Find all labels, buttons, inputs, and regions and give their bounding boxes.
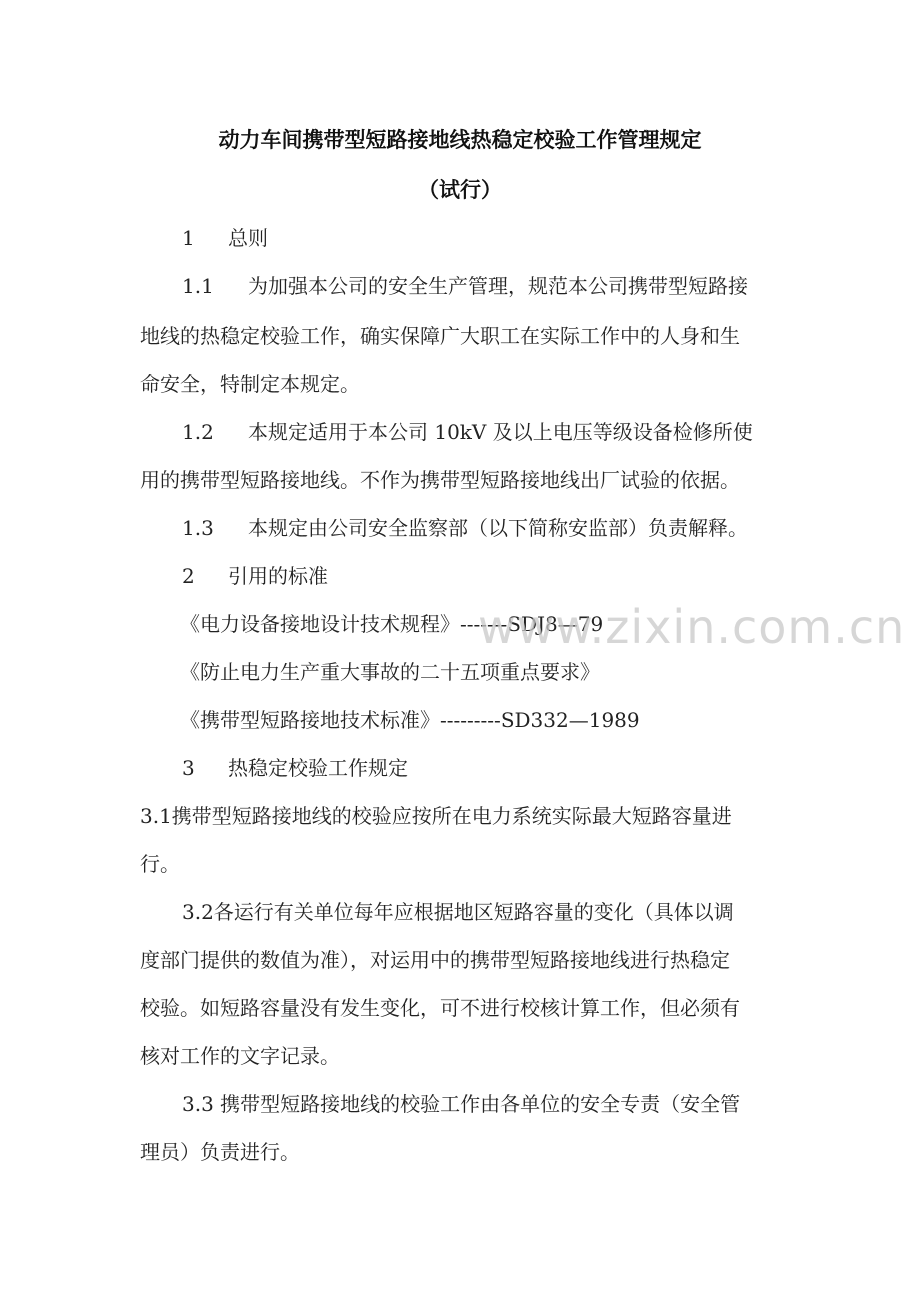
clause-number: 1.1	[182, 274, 214, 298]
clause-1-1-line-1	[182, 270, 748, 299]
clause-3-2-line-2: 度部门提供的数值为准），对运用中的携带型短路接地线进行热稳定	[140, 948, 730, 972]
clause-1-1-line-3: 命安全，特制定本规定。	[140, 372, 360, 396]
clause-3-3-line-1: 3.3 携带型短路接地线的校验工作由各单位的安全专责（安全管	[182, 1092, 741, 1116]
section-3-heading	[182, 752, 408, 781]
reference-item: 《电力设备接地设计技术规程》-------SDJ8—79	[180, 612, 604, 636]
clause-text: 本规定适用于本公司 10kV 及以上电压等级设备检修所使	[248, 420, 753, 444]
clause-3-2-line-1: 3.2各运行有关单位每年应根据地区短路容量的变化（具体以调	[182, 900, 734, 924]
clause-text: 本规定由公司安全监察部（以下简称安监部）负责解释。	[248, 516, 748, 540]
reference-item: 《携带型短路接地技术标准》---------SD332—1989	[180, 708, 640, 732]
clause-1-1-line-2: 地线的热稳定校验工作，确实保障广大职工在实际工作中的人身和生	[140, 324, 740, 348]
document-title: 动力车间携带型短路接地线热稳定校验工作管理规定	[218, 128, 702, 152]
section-number: 1	[182, 226, 195, 250]
clause-number: 1.2	[182, 420, 214, 444]
section-title: 引用的标准	[228, 564, 328, 588]
section-1-heading	[182, 222, 268, 251]
section-number: 3	[182, 756, 195, 780]
document-subtitle: （试行）	[418, 178, 502, 202]
clause-1-2-line-2: 用的携带型短路接地线。不作为携带型短路接地线出厂试验的依据。	[140, 468, 740, 492]
clause-1-2-line-1	[182, 416, 753, 445]
section-number: 2	[182, 564, 195, 588]
clause-3-2-line-3: 校验。如短路容量没有发生变化，可不进行校核计算工作，但必须有	[140, 996, 740, 1020]
watermark: www.zixin.com.cn	[478, 600, 906, 654]
section-title: 总则	[228, 226, 268, 250]
clause-number: 1.3	[182, 516, 214, 540]
section-title: 热稳定校验工作规定	[228, 756, 408, 780]
reference-item: 《防止电力生产重大事故的二十五项重点要求》	[180, 660, 600, 684]
clause-3-3-line-2: 理员）负责进行。	[140, 1140, 300, 1164]
clause-text: 为加强本公司的安全生产管理，规范本公司携带型短路接	[248, 274, 748, 298]
clause-3-1-line-1: 3.1携带型短路接地线的校验应按所在电力系统实际最大短路容量进	[140, 804, 732, 828]
section-2-heading	[182, 560, 328, 589]
clause-1-3-line-1	[182, 512, 748, 541]
clause-3-2-line-4: 核对工作的文字记录。	[140, 1044, 340, 1068]
clause-3-1-line-2: 行。	[140, 852, 180, 876]
